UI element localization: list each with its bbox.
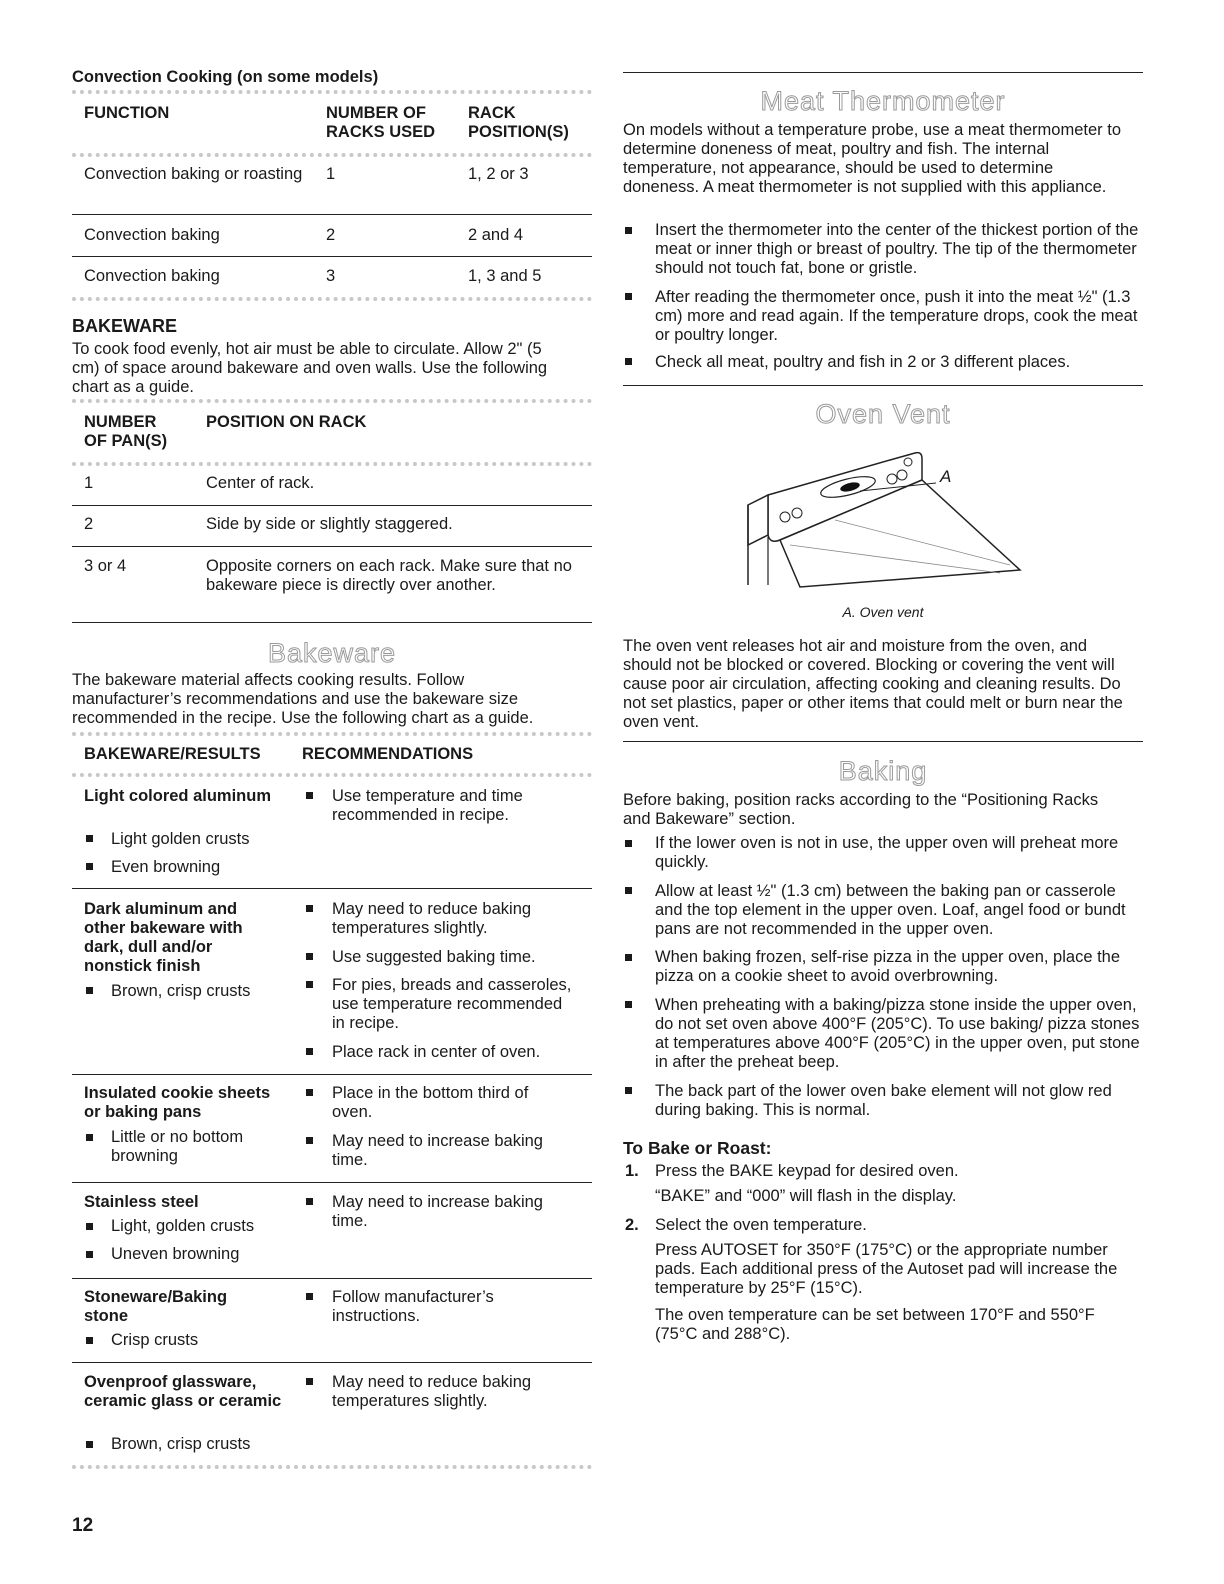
bullet-icon <box>306 905 313 912</box>
step-extra: “BAKE” and “000” will flash in the display. <box>655 1187 957 1205</box>
step-text: Press the BAKE keypad for desired oven. <box>655 1162 959 1180</box>
col-number-1: NUMBER <box>84 413 157 431</box>
bullet-icon <box>306 953 313 960</box>
bakeware-rec: Use temperature and time recommended in recipe. <box>332 787 523 824</box>
bakeware-section-intro: The bakeware material affects cooking results. Follow manufacturer’s recommendations and use the bakeware size recommended in the recipe. Use the following chart as a guide. <box>72 671 534 727</box>
bullet-icon <box>625 887 632 894</box>
row-rule <box>72 546 592 547</box>
bakeware-result: Brown, crisp crusts <box>111 982 251 1000</box>
page-number: 12 <box>72 1515 94 1536</box>
divider <box>72 153 592 157</box>
bake-roast-heading: To Bake or Roast: <box>623 1138 772 1158</box>
bakeware-result: Light golden crusts <box>111 830 250 848</box>
vent-label: A <box>940 467 952 486</box>
divider <box>72 773 592 777</box>
bullet-icon <box>625 293 632 300</box>
bakeware-rec: Place rack in center of oven. <box>332 1043 541 1061</box>
bullet-icon <box>625 1001 632 1008</box>
bakeware-name: Light colored aluminum <box>84 787 272 805</box>
table-cell: Center of rack. <box>206 474 315 492</box>
meat-bullet: Check all meat, poultry and fish in 2 or 3 different places. <box>655 353 1071 371</box>
bakeware-rec: Follow manufacturer’s instructions. <box>332 1288 494 1325</box>
bakeware-result: Uneven browning <box>111 1245 240 1263</box>
col-position: POSITION ON RACK <box>206 413 367 431</box>
bullet-icon <box>86 835 93 842</box>
bakeware-name: Insulated cookie sheets or baking pans <box>84 1084 271 1121</box>
step-number: 1. <box>625 1162 639 1180</box>
bakeware-result: Even browning <box>111 858 221 876</box>
row-rule <box>72 214 592 215</box>
bakeware-rec: May need to increase baking time. <box>332 1193 543 1230</box>
step-text: Select the oven temperature. <box>655 1216 867 1234</box>
section-rule <box>72 622 592 623</box>
col-positions-2: POSITION(S) <box>468 123 569 141</box>
bullet-icon <box>625 840 632 847</box>
baking-title: Baking <box>838 756 928 786</box>
divider <box>72 297 592 301</box>
baking-bullet: When baking frozen, self-rise pizza in the upper oven, place the pizza on a cookie sheet to avoid overbrowning. <box>655 948 1121 985</box>
baking-bullet: The back part of the lower oven bake element will not glow red during baking. This is normal. <box>655 1082 1112 1119</box>
row-rule <box>72 1074 592 1075</box>
bakeware-name: Dark aluminum and other bakeware with dark, dull and/or nonstick finish <box>84 900 243 975</box>
bullet-icon <box>625 358 632 365</box>
bakeware-intro: To cook food evenly, hot air must be able to circulate. Allow 2" (5 cm) of space around bakeware and oven walls. Use the following chart as a guide. <box>72 340 548 396</box>
bakeware-rec: Use suggested baking time. <box>332 948 536 966</box>
col-function: FUNCTION <box>84 104 170 122</box>
divider <box>72 732 592 736</box>
bullet-icon <box>306 1198 313 1205</box>
bullet-icon <box>306 1048 313 1055</box>
bakeware-section-title: Bakeware <box>267 638 397 668</box>
divider <box>72 399 592 403</box>
bakeware-result: Brown, crisp crusts <box>111 1435 251 1453</box>
table-cell: 1 <box>84 474 94 492</box>
bullet-icon <box>86 1441 93 1448</box>
bakeware-name: Stainless steel <box>84 1193 199 1211</box>
section-rule <box>623 741 1143 742</box>
bakeware-name: Stoneware/Baking stone <box>84 1288 228 1325</box>
meat-bullet: Insert the thermometer into the center of the thickest portion of the meat or inner thigh or breast of poultry. The tip of the thermometer should not touch fat, bone or gristle. <box>655 221 1139 277</box>
bakeware-rec: Place in the bottom third of oven. <box>332 1084 529 1121</box>
baking-bullet: When preheating with a baking/pizza stone inside the upper oven, do not set oven above 400°F (205°C). To use baking/ pizza stones at temperatures above 400°F (205°C) in the upper oven, put stone in after the preheat beep. <box>655 996 1140 1071</box>
col-racks-2: RACKS USED <box>326 123 436 141</box>
table-cell: 2 and 4 <box>468 226 524 244</box>
divider <box>72 1465 592 1469</box>
bullet-icon <box>86 987 93 994</box>
meat-bullet: After reading the thermometer once, push it into the meat ½" (1.3 cm) more and read again. If the temperature drops, cook the meat or poultry longer. <box>655 288 1138 344</box>
row-rule <box>72 256 592 257</box>
bullet-icon <box>625 227 632 234</box>
row-rule <box>72 1182 592 1183</box>
oven-vent-illustration <box>740 445 1040 595</box>
bakeware-result: Crisp crusts <box>111 1331 199 1349</box>
bullet-icon <box>86 1223 93 1230</box>
col-number-2: OF PAN(S) <box>84 432 168 450</box>
bullet-icon <box>306 981 313 988</box>
bakeware-rec: For pies, breads and casseroles, use temperature recommended in recipe. <box>332 976 572 1032</box>
bakeware-rec: May need to increase baking time. <box>332 1132 543 1169</box>
bakeware-name: Ovenproof glassware, ceramic glass or ceramic <box>84 1373 282 1410</box>
row-rule <box>72 888 592 889</box>
vent-body: The oven vent releases hot air and moisture from the oven, and should not be blocked or covered. Blocking or covering the vent will cause poor air circulation, affecting cooking and cleaning results. Do not set plastics, paper or other items that could melt or burn near the oven vent. <box>623 637 1123 731</box>
bullet-icon <box>306 1378 313 1385</box>
row-rule <box>72 1278 592 1279</box>
bullet-icon <box>306 1137 313 1144</box>
table-cell: Convection baking <box>84 267 220 285</box>
table-cell: Convection baking or roasting <box>84 165 303 183</box>
section-rule <box>623 72 1143 73</box>
step-extra: Press AUTOSET for 350°F (175°C) or the appropriate number pads. Each additional press of the Autoset pad will increase the temperature by 25°F (15°C). <box>655 1241 1118 1297</box>
table-cell: 1, 2 or 3 <box>468 165 529 183</box>
table-cell: 1 <box>326 165 336 183</box>
bakeware-result: Little or no bottom browning <box>111 1128 244 1165</box>
table-cell: Opposite corners on each rack. Make sure that no bakeware piece is directly over another. <box>206 557 572 594</box>
bakeware-rec: May need to reduce baking temperatures slightly. <box>332 900 532 937</box>
bullet-icon <box>306 1293 313 1300</box>
divider <box>72 90 592 94</box>
bullet-icon <box>86 1251 93 1258</box>
baking-bullet: Allow at least ½" (1.3 cm) between the baking pan or casserole and the top element in the upper oven. Loaf, angel food or bundt pans are not recommended in the upper oven. <box>655 882 1126 938</box>
bullet-icon <box>306 1089 313 1096</box>
convection-heading: Convection Cooking (on some models) <box>72 68 379 86</box>
table-cell: Side by side or slightly staggered. <box>206 515 453 533</box>
bakeware-heading: BAKEWARE <box>72 316 178 336</box>
meat-intro: On models without a temperature probe, use a meat thermometer to determine doneness of meat, poultry and fish. The internal temperature, not appearance, should be used to determine doneness. A meat thermometer is not supplied with this appliance. <box>623 121 1121 196</box>
table-cell: Convection baking <box>84 226 220 244</box>
bullet-icon <box>86 863 93 870</box>
baking-intro: Before baking, position racks according to the “Positioning Racks and Bakeware” section. <box>623 791 1099 828</box>
bakeware-rec: May need to reduce baking temperatures slightly. <box>332 1373 532 1410</box>
col-recommendations: RECOMMENDATIONS <box>302 745 474 763</box>
divider <box>72 462 592 466</box>
section-rule <box>623 385 1143 386</box>
col-racks-1: NUMBER OF <box>326 104 426 122</box>
col-results: BAKEWARE/RESULTS <box>84 745 261 763</box>
step-number: 2. <box>625 1216 639 1234</box>
bullet-icon <box>306 792 313 799</box>
bullet-icon <box>86 1134 93 1141</box>
table-cell: 2 <box>326 226 336 244</box>
row-rule <box>72 1362 592 1363</box>
bullet-icon <box>86 1337 93 1344</box>
vent-caption: A. Oven vent <box>842 604 924 620</box>
bakeware-result: Light, golden crusts <box>111 1217 255 1235</box>
bullet-icon <box>625 1087 632 1094</box>
row-rule <box>72 505 592 506</box>
table-cell: 2 <box>84 515 94 533</box>
table-cell: 3 or 4 <box>84 557 127 575</box>
col-positions-1: RACK <box>468 104 516 122</box>
table-cell: 1, 3 and 5 <box>468 267 542 285</box>
meat-title: Meat Thermometer <box>760 86 1006 116</box>
baking-bullet: If the lower oven is not in use, the upper oven will preheat more quickly. <box>655 834 1119 871</box>
bullet-icon <box>625 954 632 961</box>
vent-title: Oven Vent <box>815 399 951 429</box>
step-extra: The oven temperature can be set between 170°F and 550°F (75°C and 288°C). <box>655 1306 1095 1343</box>
table-cell: 3 <box>326 267 336 285</box>
